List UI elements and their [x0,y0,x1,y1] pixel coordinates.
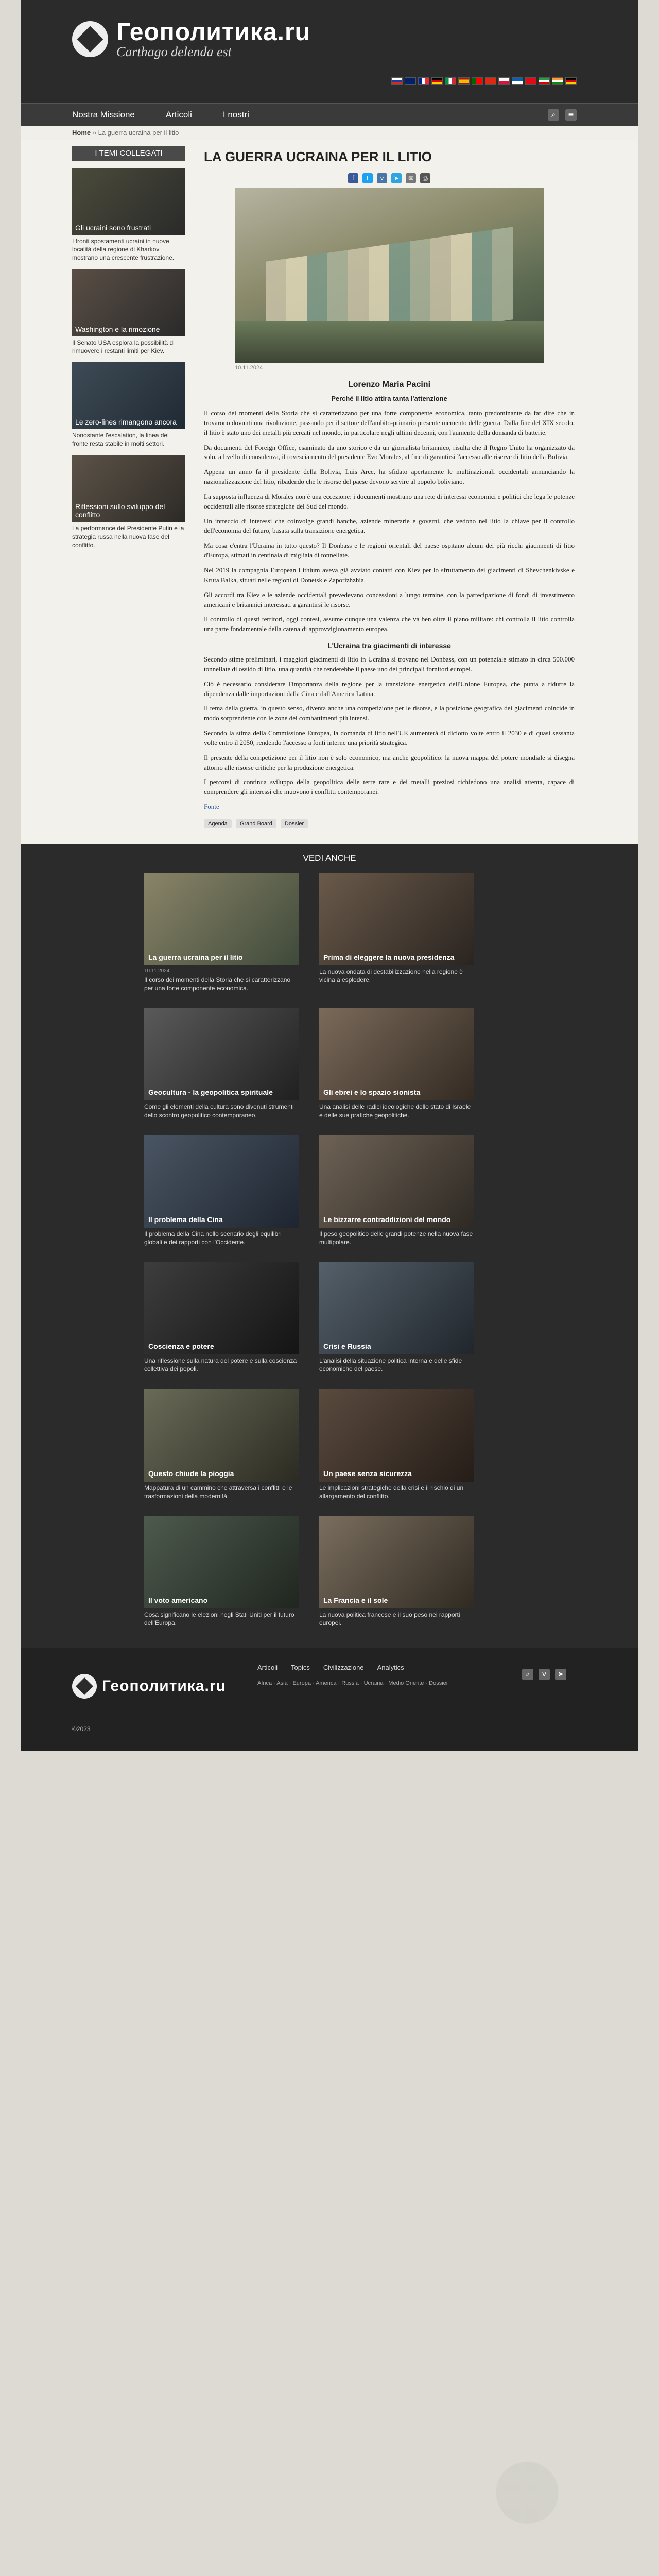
nav-i-nostri[interactable]: I nostri [222,110,249,120]
footer-link[interactable]: Analytics [377,1664,404,1672]
card-caption[interactable]: Crisi e Russia [323,1342,371,1351]
sidebar-card-text: Nonostante l'escalation, la linea del fronte resta stabile in molti settori. [72,431,169,448]
article [204,146,575,828]
sidebar-card-text: Il Senato USA esplora la possibilità di rimuovere i restanti limiti per Kiev. [72,338,175,354]
footer-logo[interactable] [72,1674,226,1699]
flag-icon[interactable] [552,77,563,85]
see-also-card[interactable] [144,1008,299,1119]
site-logo[interactable] [72,18,310,60]
flag-icon[interactable] [405,77,416,85]
card-caption[interactable]: La Francia e il sole [323,1596,388,1604]
sidebar-card-caption[interactable]: Le zero-lines rimangono ancora [75,417,177,426]
tag[interactable]: Dossier [281,819,308,828]
page [21,0,638,1751]
card-caption[interactable]: Geocultura - la geopolitica spirituale [148,1088,273,1097]
breadcrumb-current: La guerra ucraina per il litio [98,129,179,137]
flag-icon[interactable] [458,77,470,85]
sidebar-heading: I TEMI COLLEGATI [72,146,185,161]
card-text: L'analisi della situazione politica interna e delle sfide economiche del paese. [319,1357,462,1373]
sidebar-card-image[interactable] [72,269,185,336]
main-nav [21,103,638,126]
sidebar-card-text: La performance del Presidente Putin e la strategia russa nella nuova fase del conflitto. [72,524,184,549]
breadcrumb [21,126,638,140]
paragraph: Il presente della competizione per il litio non è solo economico, ma anche geopolitico: la nuova mappa del potere mondiale si disegna attorno alle risorse critiche per la produzione energetica. [204,753,575,771]
see-also-card[interactable] [319,1262,474,1373]
logo-emblem-icon [72,1674,97,1699]
sidebar-card-image[interactable] [72,455,185,522]
card-text: Il problema della Cina nello scenario degli equilibri globali e dei rapporti con l'Occidente. [144,1230,282,1246]
print-icon[interactable]: ⎙ [420,173,430,183]
sidebar-card-caption[interactable]: Gli ucraini sono frustrati [75,224,151,232]
card-caption[interactable]: Il voto americano [148,1596,208,1604]
flag-icon[interactable] [512,77,523,85]
sidebar-card[interactable] [72,455,185,549]
email-icon[interactable]: ✉ [406,173,416,183]
card-text: Cosa significano le elezioni negli Stati Uniti per il futuro dell'Europa. [144,1611,294,1627]
see-also-card[interactable] [319,1389,474,1500]
telegram-icon[interactable]: ➤ [555,1669,566,1680]
sidebar-card-text: I fronti spostamenti ucraini in nuove località della regione di Kharkov mostrano una crescente frustrazione. [72,238,175,262]
paragraph: Un intreccio di interessi che coinvolge grandi banche, aziende minerarie e governi, che vedono nel litio la chiave per il controllo dell'economia del futuro, basata sulla transizione energetica. [204,517,575,535]
language-flags [391,77,577,85]
see-also-grid [21,873,638,1627]
article-body [204,409,575,812]
see-also-card[interactable] [319,1516,474,1627]
card-caption[interactable]: La guerra ucraina per il litio [148,953,243,961]
site-header [21,0,638,103]
tag-list [204,819,575,828]
flag-icon[interactable] [485,77,496,85]
nav-articoli[interactable]: Articoli [165,110,192,120]
paragraph: Il tema della guerra, in questo senso, diventa anche una competizione per le risorse, e la posizione geografica dei giacimenti coincide in modo sorprendente con le zone dei combattimenti più intensi. [204,704,575,722]
sidebar-card-image[interactable] [72,168,185,235]
card-text: Il peso geopolitico delle grandi potenze nella nuova fase multipolare. [319,1230,473,1246]
paragraph: La supposta influenza di Morales non è una eccezione: i documenti mostrano una rete di interessi economici e politici che lega le potenze occidentali alle risorse strategiche del Sud del mondo. [204,492,575,510]
vk-icon[interactable]: v [377,173,387,183]
footer-link[interactable]: Topics [291,1664,310,1672]
site-title: Геополитика.ru [116,19,310,46]
paragraph: Il corso dei momenti della Storia che si caratterizzano per una forte componente economica, tanto predominante da far dire che in trovarono dovunti una rivoluzione, passando per il settore dell'ambito-primario presente memento delle guerra. Dalla fine del XIX secolo, il litio è stato uno dei metalli più cercati nel mondo, in particolare negli ultimi decenni, con l'aumento della domanda di batterie. [204,409,575,436]
footer-link[interactable]: Articoli [257,1664,278,1672]
flag-icon[interactable] [472,77,483,85]
main-content [21,140,638,844]
card-text: La nuova politica francese e il suo peso nei rapporti europei. [319,1611,460,1627]
see-also-card[interactable] [319,1135,474,1246]
card-caption[interactable]: Le bizzarre contraddizioni del mondo [323,1215,451,1224]
article-hero-image [235,188,544,363]
see-also-heading: VEDI ANCHE [303,853,356,863]
article-subtitle: Perché il litio attira tanta l'attenzione [331,395,447,402]
footer-link[interactable]: Civilizzazione [323,1664,364,1672]
footer-copyright: ©2023 [72,1725,91,1733]
menu-icon[interactable]: ≡ [565,109,577,121]
vk-icon[interactable]: v [539,1669,550,1680]
card-text: Mappatura di un cammino che attraversa i conflitti e le trasformazioni della modernità. [144,1484,292,1500]
card-caption[interactable]: Il problema della Cina [148,1215,223,1224]
facebook-icon[interactable]: f [348,173,358,183]
sidebar-card-caption[interactable]: Washington e la rimozione [75,325,160,333]
paragraph: Secondo stime preliminari, i maggiori giacimenti di litio in Ucraina si trovano nel Donbass, con un potenziale stimato in circa 500.000 tonnellate di ossido di litio, una quantità che renderebbe il paese uno dei principali fornitori europei. [204,655,575,673]
flag-icon[interactable] [418,77,429,85]
card-date: 10.11.2024 [144,968,170,974]
fonte-link[interactable]: Fonte [204,803,219,811]
logo-emblem-icon [72,21,108,57]
flag-icon[interactable] [498,77,510,85]
paragraph: Il controllo di questi territori, oggi contesi, assume dunque una valenza che va ben oltre il piano militare: chi controlla il litio controlla una parte fondamentale della catena di approvvigionamento europea. [204,615,575,633]
tag[interactable]: Agenda [204,819,232,828]
see-also-card[interactable] [144,873,299,992]
flag-icon[interactable] [391,77,403,85]
flag-icon[interactable] [431,77,443,85]
footer-links [257,1664,404,1671]
telegram-icon[interactable]: ➤ [391,173,402,183]
flag-icon[interactable] [525,77,536,85]
paragraph: Ma cosa c'entra l'Ucraina in tutto questo? Il Donbass e le regioni orientali del paese ospitano alcuni dei più ricchi giacimenti di litio d'Europa, stimati in centinaia di migliaia di tonnellate. [204,541,575,560]
card-caption[interactable]: Prima di eleggere la nuova presidenza [323,953,455,961]
card-text: Il corso dei momenti della Storia che si caratterizzano per una forte componente economica. [144,976,291,992]
card-text: La nuova ondata di destabilizzazione nella regione è vicina a esplodere. [319,968,463,984]
see-also-card[interactable] [319,1008,474,1119]
paragraph: Appena un anno fa il presidente della Bolivia, Luis Arce, ha sfidato apertamente le multinazionali occidentali annunciando la nazionalizzazione del litio, ribadendo che le risorse del paese devono servire al popolo boliviano. [204,468,575,486]
see-also-card[interactable] [144,1389,299,1500]
paragraph: I percorsi di continua sviluppo della geopolitica delle terre rare e dei metalli preziosi richiedono una analisi attenta, capace di comprendere gli interessi che muovono i conflitti contemporanei. [204,778,575,796]
breadcrumb-sep: » [92,129,96,137]
article-author[interactable]: Lorenzo Maria Pacini [348,380,431,389]
footer-sublinks[interactable]: Africa · Asia · Europa · America · Russia · Ucraina · Medio Oriente · Dossier [257,1680,448,1687]
sidebar-card-caption[interactable]: Riflessioni sullo sviluppo del conflitto [75,502,165,519]
card-caption[interactable]: Coscienza e potere [148,1342,214,1351]
site-subtitle: Carthago delenda est [116,44,232,59]
card-text: Come gli elementi della cultura sono divenuti strumenti dello scontro geopolitico contemporaneo. [144,1103,294,1119]
sidebar-card[interactable] [72,362,185,448]
nav-nostra-missione[interactable]: Nostra Missione [72,110,135,120]
article-date: 10.11.2024 [235,365,263,371]
card-text: Una analisi delle radici ideologiche dello stato di Israele e delle sue pratiche geopolitiche. [319,1103,471,1119]
footer-title: Геополитика.ru [102,1677,226,1695]
see-also-card[interactable] [144,1135,299,1246]
card-caption[interactable]: Un paese senza sicurezza [323,1469,412,1478]
card-text: Una riflessione sulla natura del potere e sulla coscienza collettiva dei popoli. [144,1357,297,1373]
card-caption[interactable]: Gli ebrei e lo spazio sionista [323,1088,421,1097]
paragraph: Secondo la stima della Commissione Europea, la domanda di litio nell'UE aumenterà di diciotto volte entro il 2030 e di quasi sessanta volte entro il 2050, rendendo l'accesso a fonti interne una priorità strategica. [204,729,575,747]
search-icon[interactable]: ⌕ [522,1669,533,1680]
flag-icon[interactable] [565,77,577,85]
paragraph: Gli accordi tra Kiev e le aziende occidentali prevedevano concessioni a lungo termine, con la partecipazione di fondi di investimento americani e britannici interessati a garantirsi le risorse. [204,590,575,608]
twitter-icon[interactable]: t [362,173,373,183]
paragraph: Ciò è necessario considerare l'importanza della regione per la transizione energetica dell'Unione Europea, che punta a ridurre la dipendenza dalle importazioni dalla Cina e dall'America Latina. [204,680,575,698]
flag-icon[interactable] [539,77,550,85]
sidebar [72,146,185,828]
section-heading: L'Ucraina tra giacimenti di interesse [327,641,451,650]
see-also-card[interactable] [144,1262,299,1373]
sidebar-card[interactable] [72,168,185,262]
paragraph: Da documenti del Foreign Office, esaminato da uno storico e da un giornalista britannico, risulta che il Regno Unito ha organizzato da solo, a livello di consulenza, il rovesciamento del presidente Evo Morales, al fine di garantirsi l'accesso alle riserve di litio della Bolivia. [204,443,575,461]
sidebar-card[interactable] [72,269,185,355]
breadcrumb-home[interactable]: Home [72,129,91,137]
share-bar [204,173,575,183]
card-caption[interactable]: Questo chiude la pioggia [148,1469,234,1478]
site-footer [21,1648,638,1751]
see-also-section [21,844,638,1648]
tag[interactable]: Grand Board [236,819,276,828]
paragraph: Nel 2019 la compagnia European Lithium aveva già avviato contatti con Kiev per lo sfruttamento dei giacimenti di Shevchenkivske e Kruta Balka, situati nelle regioni di Donetsk e Zaporizhzhia. [204,566,575,584]
see-also-card[interactable] [319,873,474,992]
card-text: Le implicazioni strategiche della crisi e il rischio di un allargamento del conflitto. [319,1484,464,1500]
search-icon[interactable]: ⌕ [548,109,559,121]
article-title: LA GUERRA UCRAINA PER IL LITIO [204,149,432,164]
flag-icon[interactable] [445,77,456,85]
sidebar-card-image[interactable] [72,362,185,429]
see-also-card[interactable] [144,1516,299,1627]
footer-social [522,1669,566,1680]
